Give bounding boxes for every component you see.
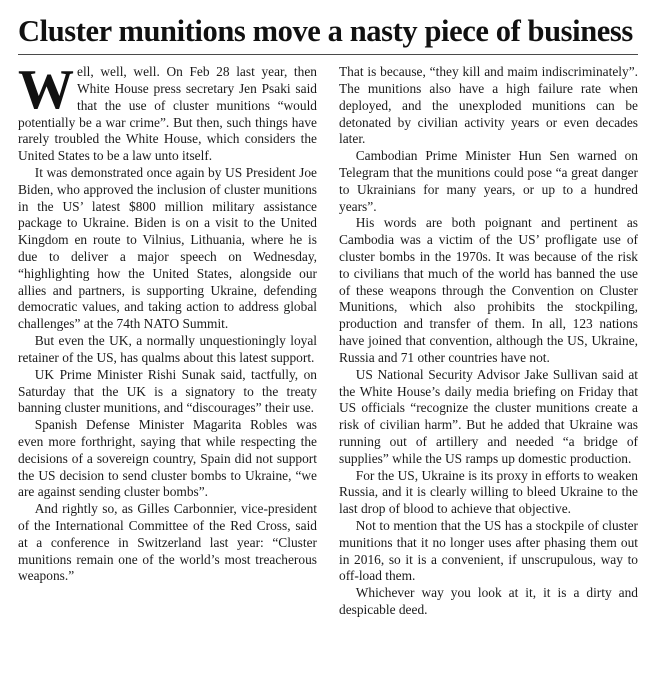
paragraph: Cambodian Prime Minister Hun Sen warned on Telegram that the munitions could pose “a great danger to Ukrainians for many years, or up to a hundred years”. — [339, 148, 638, 214]
paragraph: That is because, “they kill and maim indiscriminately”. The munitions also have a high failure rate when deployed, and the unexploded munitions can be detonated by civilian activity years or even decades later. — [339, 64, 638, 147]
paragraph-text: ell, well, well. On Feb 28 last year, then White House press secretary Jen Psaki said that the use of cluster munitions “would potentially be a war crime”. But then, such things have rarely troubled the White House, which considers the United States to be a law unto itself. — [18, 64, 317, 164]
paragraph: UK Prime Minister Rishi Sunak said, tactfully, on Saturday that the UK is a signatory to the treaty banning cluster munitions, and “discourages” their use. — [18, 366, 317, 416]
article-columns — [18, 59, 638, 686]
paragraph: It was demonstrated once again by US President Joe Biden, who approved the inclusion of cluster munitions in the US’ latest $800 million military assistance package to Ukraine. Biden is on a visit to the United Kingdom en route to Vilnius, Lithuania, where he is due to deliver a major speech on Wednesday, “highlighting how the United States, alongside our allies and partners, is supporting Ukraine, defending democratic values, and taking action to address global challenges” at the 74th NATO Summit. — [18, 164, 317, 332]
right-column — [339, 64, 638, 686]
paragraph: US National Security Advisor Jake Sullivan said at the White House’s daily media briefing on Friday that US officials “recognize the cluster munitions create a risk of civilian harm”. But he added that Ukraine was running out of artillery and needed “a bridge of supplies” while the US ramps up domestic production. — [339, 366, 638, 466]
paragraph-intro — [18, 59, 317, 165]
paragraph: Not to mention that the US has a stockpile of cluster munitions that it no longer uses after phasing them out in 2016, so it is a convenient, if unscrupulous, way to off-load them. — [339, 518, 638, 584]
paragraph: His words are both poignant and pertinent as Cambodia was a victim of the US’ profligate use of cluster bombs in the 1970s. It was because of the risk to civilians that much of the world has banned the use of these weapons through the Convention on Cluster Munitions, which also prohibits the stockpiling, production and transfer of them. In all, 123 nations have joined that convention, although the US, Ukraine, Russia and 71 other countries have not. — [339, 215, 638, 365]
left-column — [18, 59, 317, 686]
page-title: Cluster munitions move a nasty piece of business — [18, 14, 633, 48]
drop-cap: W — [18, 59, 74, 122]
paragraph: But even the UK, a normally unquestioningly loyal retainer of the US, has qualms about this latest support. — [18, 333, 317, 365]
paragraph-closing: Whichever way you look at it, it is a dirty and despicable deed. — [339, 585, 638, 618]
headline-divider — [18, 54, 638, 55]
paragraph: For the US, Ukraine is its proxy in efforts to weaken Russia, and it is clearly willing to bleed Ukraine to the last drop of blood to achieve that objective. — [339, 467, 638, 517]
paragraph: Spanish Defense Minister Magarita Robles was even more forthright, saying that while respecting the decisions of a sovereign country, Spain did not support the US decision to send cluster bombs to Ukraine, “we are against sending cluster bombs”. — [18, 417, 317, 500]
paragraph: And rightly so, as Gilles Carbonnier, vice-president of the International Committee of the Red Cross, said at a conference in Switzerland last year: “Cluster munitions remain one of the world’s most treacherous weapons.” — [18, 501, 317, 584]
